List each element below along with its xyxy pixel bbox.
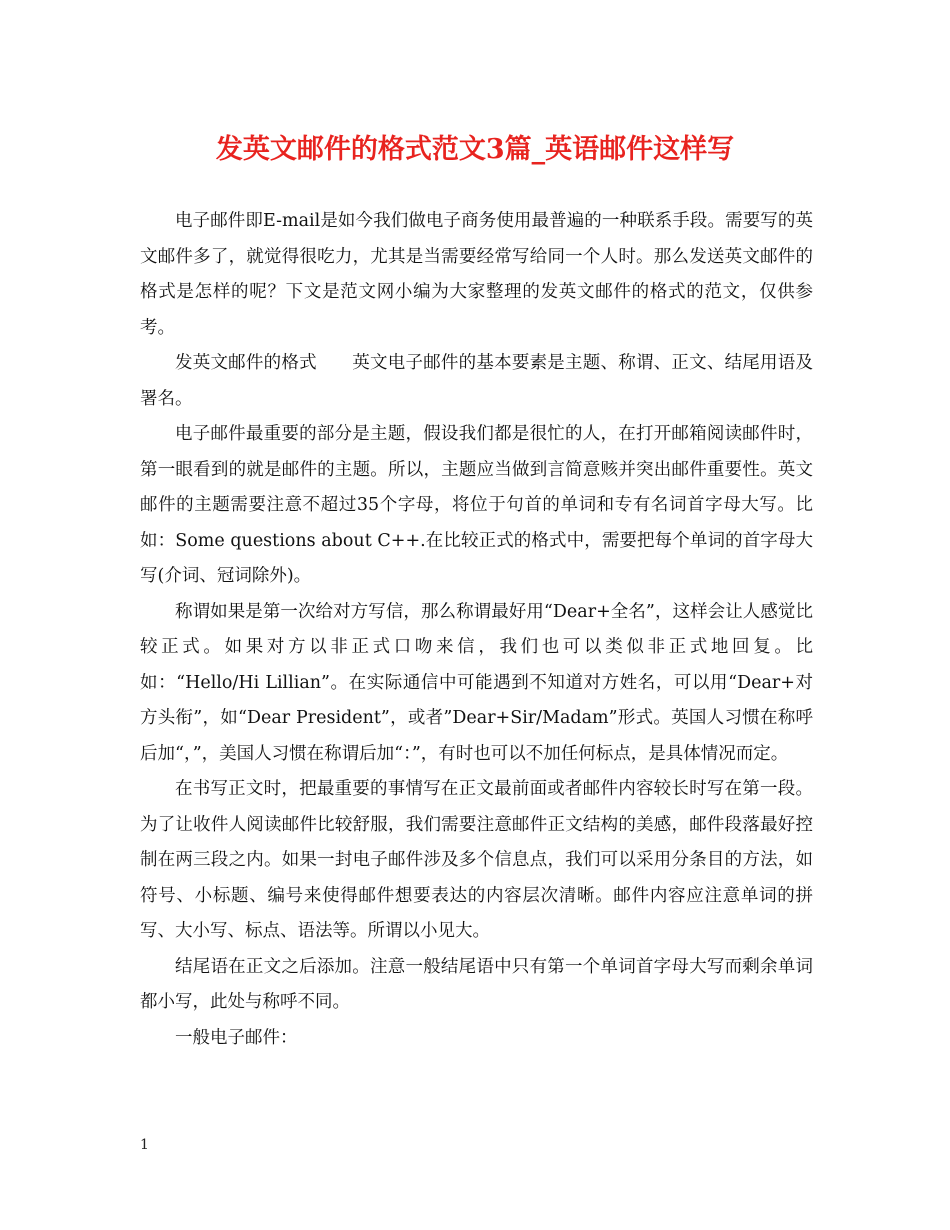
paragraph-closing: 结尾语在正文之后添加。注意一般结尾语中只有第一个单词首字母大写而剩余单词都小写，此处与称呼不同。 [140,956,813,1012]
document-title: 发英文邮件的格式范文3篇_英语邮件这样写 [215,134,735,165]
paragraph-salutation: 称谓如果是第一次给对方写信，那么称谓最好用“Dear+全名”，这样会让人感觉比较正式。如果对方以非正式口吻来信，我们也可以类似非正式地回复。比如：“Hello/Hi Lillian”。在实际通信中可能遇到不知道对方姓名，可以用“Dear+对方头衔”，如“Dear President”，或者”Dear+Sir/Madam”形式。英国人习惯在称呼后加“，”，美国人习惯在称谓后加“：”，有时也可以不加任何标点，是具体情况而定。 [140,601,813,764]
paragraph-format-overview: 发英文邮件的格式 英文电子邮件的基本要素是主题、称谓、正文、结尾用语及署名。 [140,353,813,409]
paragraph-general-email: 一般电子邮件： [175,1027,298,1048]
document-body [140,204,813,1056]
paragraph-subject: 电子邮件最重要的部分是主题，假设我们都是很忙的人，在打开邮箱阅读邮件时，第一眼看到的就是邮件的主题。所以，主题应当做到言简意赅并突出邮件重要性。英文邮件的主题需要注意不超过35个字母，将位于句首的单词和专有名词首字母大写。比如：Some questions about C++.在比较正式的格式中，需要把每个单词的首字母大写(介词、冠词除外)。 [140,424,813,586]
paragraph-intro: 电子邮件即E-mail是如今我们做电子商务使用最普遍的一种联系手段。需要写的英文邮件多了，就觉得很吃力，尤其是当需要经常写给同一个人时。那么发送英文邮件的格式是怎样的呢？下文是范文网小编为大家整理的发英文邮件的格式的范文，仅供参考。 [140,211,813,338]
paragraph-body-text: 在书写正文时，把最重要的事情写在正文最前面或者邮件内容较长时写在第一段。为了让收件人阅读邮件比较舒服，我们需要注意邮件正文结构的美感，邮件段落最好控制在两三段之内。如果一封电子邮件涉及多个信息点，我们可以采用分条目的方法，如符号、小标题、编号来使得邮件想要表达的内容层次清晰。邮件内容应注意单词的拼写、大小写、标点、语法等。所谓以小见大。 [140,779,813,941]
page-number: 1 [140,1137,149,1153]
